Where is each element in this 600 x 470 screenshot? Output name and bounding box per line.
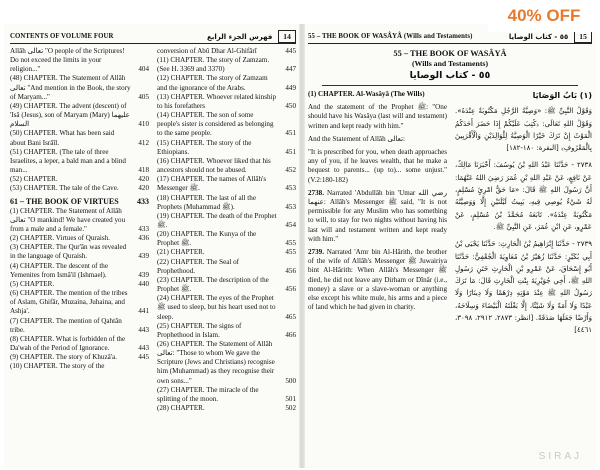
toc-entry	[157, 294, 296, 321]
toc-entry	[10, 207, 149, 234]
arabic-chapter-heading: (١) بَابُ الوَصَايَا	[532, 91, 592, 100]
toc-entry-title: (19) CHAPTER. The death of the Prophet ﷺ.	[157, 211, 277, 229]
toc-entry-title: (12) CHAPTER. The story of Zamzam and the ignorance of the Arabs.	[157, 74, 268, 92]
toc-entry-page: 405	[138, 92, 149, 101]
toc-entry-page: 465	[285, 312, 296, 321]
book-subtitle: (Wills and Testaments)	[411, 59, 489, 68]
contents-page	[10, 30, 296, 462]
toc-entry	[10, 74, 149, 101]
discount-badge: 40% OFF	[488, 0, 600, 32]
toc-entry-title: (6) CHAPTER. The mention of the tribes of Aslam, Ghifâr, Muzaina, Juhaina, and Ashja'.	[10, 289, 128, 316]
toc-entry	[10, 335, 149, 353]
toc-entry-page: 466	[285, 330, 296, 339]
toc-entry	[157, 194, 296, 212]
toc-entry-page: 500	[285, 376, 296, 385]
arabic-intro: وَقَوْلُ النَّبِيِّ ﷺ: «وَصِيَّةُ الرَّجُلِ مَكْتُوبَةٌ عِنْدَهُ». وَقَوْلُ اللهِ تَعَالَى: ﴿كُتِبَ عَلَيْكُمْ إِذَا حَضَرَ أَحَدَكُمُ الْمَوْتُ إِنْ تَرَكَ خَيْرًا الْوَصِيَّةُ لِلْوَالِدَيْنِ وَالْأَقْرَبِينَ بِالْمَعْرُوفِ﴾ [البقرة: ١٨٠-١٨٢]	[455, 107, 592, 153]
toc-entry-page: 420	[138, 184, 149, 193]
toc-entry-title: (53) CHAPTER. The tale of the Cave.	[10, 184, 119, 193]
toc-entry-page: 456	[285, 266, 296, 275]
hadith-2739	[308, 248, 447, 312]
toc-entry-page: 455	[285, 239, 296, 248]
toc-entry-page: 441	[138, 307, 149, 316]
toc-entry-page: 443	[138, 325, 149, 334]
toc-entry-page: 449	[285, 83, 296, 92]
wills-header-title: 55 – THE BOOK OF WASÂYÂ (Wills and Testaments)	[308, 33, 473, 40]
toc-entry	[10, 280, 149, 289]
toc-entry	[157, 139, 296, 157]
toc-entry-title: (18) CHAPTER. The last of all the Prophets (Muhammad ﷺ).	[157, 193, 256, 211]
toc-entry-title: (26) CHAPTER. The Statement of Allâh تعالى: "Those to whom We gave the Scripture (Jews and Christians) recognise him (Muhammad) as they recognise their own sons..."	[157, 340, 275, 385]
book-gutter	[299, 24, 305, 468]
book-title-arabic: ٥٥ - كتاب الوصايا	[409, 70, 491, 81]
chapter-heading: (1) CHAPTER. Al-Wasâyâ (The Wills)	[308, 90, 425, 98]
toc-entry-page: 456	[285, 285, 296, 294]
toc-entry-title: (2) CHAPTER. Virtues of Quraish.	[10, 234, 110, 243]
toc-entry	[157, 74, 296, 92]
toc-entry-page: 454	[285, 220, 296, 229]
toc-entry-page: 440	[138, 279, 149, 288]
toc-entry-page: 450	[285, 101, 296, 110]
toc-entry	[157, 340, 296, 386]
toc-entry-title: (27) CHAPTER. The miracle of the splitting of the moon.	[157, 385, 259, 403]
toc-entry	[10, 102, 149, 129]
contents-header-title: CONTENTS OF VOLUME FOUR	[10, 33, 114, 40]
toc-entry	[10, 234, 149, 243]
toc-entry	[10, 184, 149, 193]
quran-quote: "It is prescribed for you, when death approaches any of you, if he leaves wealth, that he make a bequest to parents... (up to)... some unjust." (V.2:180-182)	[308, 148, 447, 184]
heading-rule	[322, 85, 578, 86]
toc-entry-title: (50) CHAPTER. What has been said about Bani Isrâîl.	[10, 129, 115, 147]
toc-entry-title: (3) CHAPTER. The Qur'ân was revealed in the language of Quraish.	[10, 243, 127, 261]
toc-entry	[157, 322, 296, 340]
toc-entry-page: 404	[138, 65, 149, 74]
toc-entry-title: (24) CHAPTER. The eyes of the Prophet ﷺ used to sleep, but his heart used not to sleep.	[157, 294, 276, 321]
toc-entry-title: (23) CHAPTER. The description of the Prophet ﷺ.	[157, 275, 269, 294]
toc-entry-title: (16) CHAPTER. Whoever liked that his ancestors should not be abused.	[157, 156, 271, 175]
toc-entry	[157, 93, 296, 111]
toc-entry-page: 501	[285, 394, 296, 403]
toc-entry	[157, 212, 296, 230]
toc-entry-page: 451	[285, 147, 296, 156]
watermark: SIRAJ	[538, 451, 582, 462]
toc-entry	[10, 262, 149, 280]
contents-page-header	[10, 30, 296, 44]
book-title: 55 – THE BOOK OF WASÂYÂ	[393, 49, 507, 58]
toc-entry-title: (5) CHAPTER.	[10, 279, 55, 288]
toc-entry-title: (14) CHAPTER. The son of some people's sister is considered as belonging to the same people.	[157, 111, 274, 138]
english-column	[308, 90, 447, 342]
toc-entry	[10, 317, 149, 335]
toc-entry	[157, 111, 296, 138]
wills-header-arabic: ٥٥ - كتاب الوصايا	[508, 32, 569, 41]
toc-entry-page: 418	[138, 166, 149, 175]
section-title: 61 – THE BOOK OF VIRTUES 433	[10, 196, 149, 206]
page-number-right: 15	[574, 30, 592, 43]
contents-header-arabic: فهرس الجزء الرابع	[207, 32, 273, 41]
page-number-left: 14	[278, 30, 296, 43]
toc-entry	[157, 248, 296, 257]
toc-entry-page: 452	[285, 166, 296, 175]
toc-entry	[157, 258, 296, 276]
toc-entry-title: (13) CHAPTER. Whoever related kinship to his forefathers	[157, 92, 277, 110]
toc-entry-title: (1) CHAPTER. The Statement of Allâh تعالى "O mankind! We have created you from a male and a female."	[10, 206, 126, 233]
book-heading	[308, 48, 592, 82]
toc-entry-title: (22) CHAPTER. The Seal of Prophethood.	[157, 257, 240, 275]
wills-page	[308, 30, 592, 462]
toc-entry-page: 453	[285, 202, 296, 211]
hadith-number: 2738.	[308, 188, 324, 197]
toc-entry-title: (9) CHAPTER. The story of Khuzâ'a.	[10, 353, 117, 362]
toc-entry	[157, 276, 296, 294]
contents-column-a	[10, 47, 149, 413]
toc-entry	[157, 230, 296, 248]
toc-entry-page: 410	[138, 120, 149, 129]
toc-entry-page: 433	[138, 224, 149, 233]
toc-entry-title: Allâh تعالى "O people of the Scriptures! Do not exceed the limits in your religion..."	[10, 47, 125, 74]
toc-entry-title: (10) CHAPTER. The story of the	[10, 362, 105, 371]
intro-paragraph: And the Statement of Allâh تعالى:	[308, 134, 406, 143]
toc-entry	[10, 47, 149, 74]
toc-entry-page: 439	[138, 252, 149, 261]
toc-entry	[157, 47, 296, 56]
toc-entry-title: (20) CHAPTER. The Kunya of the Prophet ﷺ.	[157, 230, 257, 248]
toc-entry-title: (15) CHAPTER. The story of the Ethiopians.	[157, 138, 252, 156]
toc-entry-title: (11) CHAPTER. The story of Zamzam. (See H. 3369 and 3370)	[157, 56, 270, 74]
toc-entry-page: 455	[285, 248, 296, 257]
toc-entry-title: (48) CHAPTER. The Statement of Allâh تعالى "And mention in the Book, the story of Maryam..."	[10, 74, 131, 101]
toc-entry-title: (17) CHAPTER. The names of Allâh's Messenger ﷺ.	[157, 175, 267, 193]
toc-entry	[157, 386, 296, 404]
arabic-hadith-2739: ٢٧٣٩ - حَدَّثَنَا إِبْرَاهِيمُ بْنُ الْحَارِثِ: حَدَّثَنَا يَحْيَى بْنُ أَبِي بُكَيْرٍ: حَدَّثَنَا زُهَيْرُ بْنُ مُعَاوِيَةَ الْجُعْفِيُّ: حَدَّثَنَا أَبُو إِسْحَاقَ، عَنْ عَمْرِو بْنِ الْحَارِثِ خَتَنِ رَسُولِ اللهِ ﷺ، أَخِي جُوَيْرِيَةَ بِنْتِ الْحَارِثِ قَالَ: مَا تَرَكَ رَسُولُ اللهِ ﷺ عِنْدَ مَوْتِهِ دِرْهَمًا وَلَا دِينَارًا وَلَا عَبْدًا وَلَا أَمَةً وَلَا شَيْئًا، إِلَّا بَغْلَتَهُ الْبَيْضَاءَ وَسِلَاحَهُ، وَأَرْضًا جَعَلَهَا صَدَقَةً. [انظر: ٢٨٧٣، ٢٩١٢، ٣٠٩٨، ٤٤٦١]	[455, 240, 592, 335]
toc-entry-page: 439	[138, 270, 149, 279]
toc-entry-title: (7) CHAPTER. The mention of Qahtân tribe.	[10, 316, 122, 334]
toc-entry-page: 445	[285, 47, 296, 55]
toc-entry-page: 443	[138, 344, 149, 352]
toc-entry-title: (52) CHAPTER.	[10, 175, 58, 184]
toc-entry-title: (25) CHAPTER. The signs of Prophethood in Islam.	[157, 321, 242, 339]
toc-entry	[10, 175, 149, 184]
toc-entry-page: 412	[138, 138, 149, 147]
toc-entry	[10, 353, 149, 362]
toc-entry	[10, 362, 149, 371]
hadith-number: 2739.	[308, 248, 324, 257]
toc-entry	[157, 404, 296, 413]
toc-entry-page: 420	[138, 175, 149, 184]
book-spread	[4, 24, 596, 468]
toc-entry-page: 436	[138, 234, 149, 243]
toc-entry	[157, 157, 296, 175]
toc-entry-page: 451	[285, 129, 296, 138]
toc-entry-title: (28) CHAPTER.	[157, 404, 205, 413]
toc-entry-page: 445	[138, 353, 149, 362]
toc-entry-title: (49) CHAPTER. The advent (descent) of 'Isâ (Jesus), son of Maryam (Mary) عليهما السلام	[10, 101, 130, 129]
hadith-2738	[308, 189, 447, 244]
toc-entry	[10, 243, 149, 261]
contents-column-b	[157, 47, 296, 413]
toc-entry-page: 502	[285, 404, 296, 413]
toc-entry-title: (4) CHAPTER. The descent of the Yemenites from Ismâ'il (Ishmael).	[10, 261, 108, 279]
hadith-text: Narrated 'Amr bin Al-Hârith, the brother of the wife of Allâh's Messenger ﷺ Juwairiya bint Al-Hârith: When Allâh's Messenger ﷺ died, he did not leave any Dirham or Dînâr (i.e., money) a slave or a slave-woman or anything else except his white mule, his arms and a piece of land which he had given in charity.	[308, 248, 447, 312]
toc-entry-title: (51) CHAPTER. (The tale of three Israelites, a leper, a bald man and a blind man...	[10, 147, 126, 175]
toc-entry-title: (8) CHAPTER. What is forbidden of the Da'wah of the Period of Ignorance.	[10, 334, 126, 352]
toc-entry	[157, 175, 296, 193]
arabic-column	[455, 90, 592, 342]
hadith-text: Narrated 'Abdullâh bin 'Umar رضي الله عنهما: Allâh's Messenger ﷺ said, "It is not permissible for any Muslim who has something to will, to stay for two nights without having his last will and testament written and kept ready with him."	[308, 188, 448, 243]
wills-page-header	[308, 30, 592, 44]
intro-paragraph: And the statement of the Prophet ﷺ: "One should have his Wasâya (last will and testament) written and kept ready with him."	[308, 103, 447, 130]
toc-entry	[10, 148, 149, 175]
toc-entry	[157, 56, 296, 74]
toc-entry-page: 453	[285, 184, 296, 193]
toc-entry-title: conversion of Abû Dhar Al-Ghifârî	[157, 47, 257, 55]
toc-entry-page: 447	[285, 65, 296, 74]
toc-entry	[10, 129, 149, 147]
toc-entry-title: (21) CHAPTER.	[157, 248, 205, 257]
toc-entry	[10, 289, 149, 316]
arabic-hadith-2738: ٢٧٣٨ - حَدَّثَنَا عَبْدُ اللهِ بْنُ يُوسُفَ: أَخْبَرَنَا مَالِكٌ، عَنْ نَافِعٍ، عَنْ عَبْدِ اللهِ بْنِ عُمَرَ رَضِيَ اللهُ عَنْهُمَا: أَنَّ رَسُولَ اللهِ ﷺ قَالَ: «مَا حَقُّ امْرِئٍ مُسْلِمٍ، لَهُ شَيْءٌ يُوصِي فِيهِ، يَبِيتُ لَيْلَتَيْنِ إِلَّا وَوَصِيَّتُهُ مَكْتُوبَةٌ عِنْدَهُ». تَابَعَهُ مُحَمَّدُ بْنُ مُسْلِمٍ، عَنْ عَمْرٍو، عَنِ ابْنِ عُمَرَ، عَنِ النَّبِيِّ ﷺ.	[455, 161, 592, 231]
